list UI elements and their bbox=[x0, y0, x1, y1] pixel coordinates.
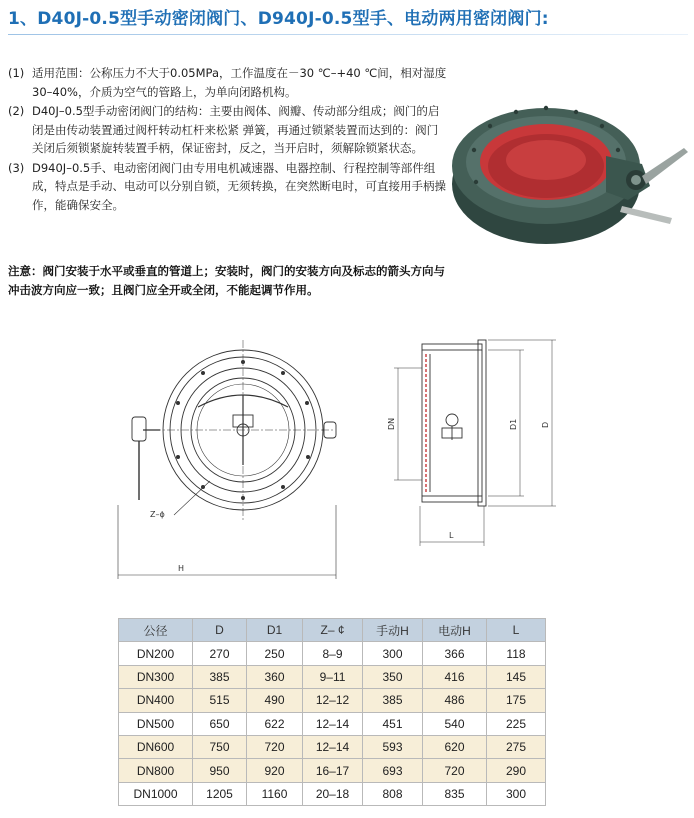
table-cell: 300 bbox=[487, 782, 546, 805]
table-cell: 20–18 bbox=[303, 782, 363, 805]
table-cell: 950 bbox=[193, 759, 247, 782]
table-cell: 275 bbox=[487, 735, 546, 758]
header-z-phi: Z– ¢ bbox=[303, 619, 363, 642]
table-cell: 720 bbox=[247, 735, 303, 758]
header-electric-h: 电动H bbox=[423, 619, 487, 642]
table-cell: 9–11 bbox=[303, 665, 363, 688]
table-cell: 835 bbox=[423, 782, 487, 805]
table-cell: 8–9 bbox=[303, 642, 363, 665]
item-number: (1) bbox=[8, 66, 25, 80]
specifications-table bbox=[118, 618, 546, 806]
table-cell: 225 bbox=[487, 712, 546, 735]
table-cell: 360 bbox=[247, 665, 303, 688]
z-phi-label: Z–ϕ bbox=[150, 510, 165, 519]
table-cell: 16–17 bbox=[303, 759, 363, 782]
table-cell: 486 bbox=[423, 689, 487, 712]
table-cell: DN300 bbox=[119, 665, 193, 688]
table-row bbox=[119, 735, 546, 758]
table-cell: DN200 bbox=[119, 642, 193, 665]
table-row bbox=[119, 665, 546, 688]
table-cell: DN500 bbox=[119, 712, 193, 735]
list-item bbox=[8, 159, 448, 215]
table-cell: 622 bbox=[247, 712, 303, 735]
list-item bbox=[8, 102, 448, 158]
valve-photo bbox=[446, 96, 692, 246]
title-divider bbox=[8, 34, 688, 35]
table-cell: DN1000 bbox=[119, 782, 193, 805]
d1-dimension-label: D1 bbox=[509, 418, 518, 430]
table-cell: 270 bbox=[193, 642, 247, 665]
table-cell: 300 bbox=[363, 642, 423, 665]
table-cell: 490 bbox=[247, 689, 303, 712]
table-cell: 1205 bbox=[193, 782, 247, 805]
table-cell: 650 bbox=[193, 712, 247, 735]
table-cell: 12–14 bbox=[303, 712, 363, 735]
table-cell: 750 bbox=[193, 735, 247, 758]
table-cell: 593 bbox=[363, 735, 423, 758]
d-dimension-label: D bbox=[541, 421, 550, 428]
description-list bbox=[8, 64, 448, 215]
table-cell: 416 bbox=[423, 665, 487, 688]
table-cell: 920 bbox=[247, 759, 303, 782]
page-title: 1、D40J-0.5型手动密闭阀门、D940J-0.5型手、电动两用密闭阀门: bbox=[8, 9, 549, 29]
table-cell: 385 bbox=[363, 689, 423, 712]
table-cell: 118 bbox=[487, 642, 546, 665]
item-number: (2) bbox=[8, 104, 25, 118]
table-cell: DN400 bbox=[119, 689, 193, 712]
front-view-drawing bbox=[110, 325, 360, 585]
table-cell: 720 bbox=[423, 759, 487, 782]
item-number: (3) bbox=[8, 160, 25, 175]
table-cell: DN800 bbox=[119, 759, 193, 782]
h-dimension-label: H bbox=[178, 564, 185, 573]
table-cell: 12–12 bbox=[303, 689, 363, 712]
table-row bbox=[119, 689, 546, 712]
table-cell: 250 bbox=[247, 642, 303, 665]
item-text: D940J–0.5手、电动密闭阀门由专用电机减速器、电器控制、行程控制等部件组成，特点是手动、电动可以分别自锁，无须转换，在突然断电时，可直接用手柄操作，能确保安全。 bbox=[32, 160, 446, 212]
side-view-drawing bbox=[370, 330, 570, 555]
table-cell: 145 bbox=[487, 665, 546, 688]
header-nominal-diameter: 公径 bbox=[119, 619, 193, 642]
dn-dimension-label: DN bbox=[387, 417, 396, 430]
table-cell: 290 bbox=[487, 759, 546, 782]
table-cell: 808 bbox=[363, 782, 423, 805]
installation-note: 注意：阀门安装于水平或垂直的管道上；安装时，阀门的安装方向及标志的箭头方向与冲击波方向应一致；且阀门应全开或全闭，不能起调节作用。 bbox=[8, 264, 445, 297]
table-row bbox=[119, 782, 546, 805]
table-cell: 451 bbox=[363, 712, 423, 735]
table-cell: 385 bbox=[193, 665, 247, 688]
table-cell: 515 bbox=[193, 689, 247, 712]
table-header-row bbox=[119, 619, 546, 642]
table-row bbox=[119, 712, 546, 735]
header-manual-h: 手动H bbox=[363, 619, 423, 642]
header-l: L bbox=[487, 619, 546, 642]
header-d1: D1 bbox=[247, 619, 303, 642]
table-cell: 693 bbox=[363, 759, 423, 782]
table-cell: 1160 bbox=[247, 782, 303, 805]
item-text: D40J–0.5型手动密闭阀门的结构：主要由阀体、阀瓣、传动部分组成；阀门的启闭是由传动装置通过阀杆转动杠杆来松紧 弹簧，再通过锁紧装置而达到的：阀门关闭后须锁紧旋转装置手柄，保证密封，反之，当开启时，须解除锁紧状态。 bbox=[32, 104, 440, 155]
header-d: D bbox=[193, 619, 247, 642]
table-row bbox=[119, 642, 546, 665]
table-cell: DN600 bbox=[119, 735, 193, 758]
table-row bbox=[119, 759, 546, 782]
table-cell: 12–14 bbox=[303, 735, 363, 758]
table-cell: 350 bbox=[363, 665, 423, 688]
item-text: 适用范围：公称压力不大于0.05MPa，工作温度在－30 ℃–+40 ℃间，相对湿度30–40%，介质为空气的管路上，为单向闭路机构。 bbox=[32, 66, 447, 99]
list-item bbox=[8, 64, 448, 101]
table-cell: 366 bbox=[423, 642, 487, 665]
table-cell: 620 bbox=[423, 735, 487, 758]
table-cell: 540 bbox=[423, 712, 487, 735]
table-cell: 175 bbox=[487, 689, 546, 712]
l-dimension-label: L bbox=[449, 531, 454, 540]
